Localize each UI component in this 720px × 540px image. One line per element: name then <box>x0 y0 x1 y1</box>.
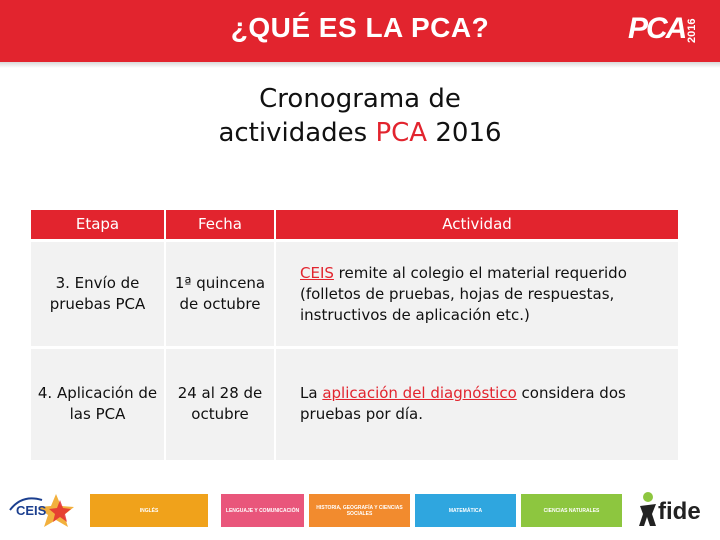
actividad-rest: considera dos pruebas por día. <box>300 384 626 423</box>
subject-tab-ciencias: CIENCIAS NATURALES <box>521 494 622 527</box>
etapa-text: 3. Envío de pruebas PCA <box>49 274 146 313</box>
fecha-text: 24 al 28 de octubre <box>177 384 263 423</box>
pca-logo-text: PCA <box>628 12 686 45</box>
header-shadow <box>0 62 720 68</box>
pca-logo-year: 2016 <box>686 18 698 44</box>
subtitle-line-2 <box>160 116 560 150</box>
table-row-1-actividad <box>276 242 678 346</box>
page-title: ¿QUÉ ES LA PCA? <box>230 12 490 43</box>
fide-logo-text: fide <box>658 498 701 525</box>
fecha-text: 1ª quincena de octubre <box>174 274 266 313</box>
table-row-2-actividad <box>276 349 678 460</box>
ceis-logo-text: CEIS <box>16 503 47 518</box>
subtitle-line-1: Cronograma de <box>259 84 461 114</box>
subtitle-prefix: actividades <box>218 118 376 148</box>
subject-tab-lenguaje: LENGUAJE Y COMUNICACIÓN <box>221 494 304 527</box>
slide-subtitle <box>160 82 560 150</box>
column-header-actividad: Actividad <box>276 210 678 239</box>
subtitle-accent: PCA <box>375 118 428 148</box>
subtitle-suffix: 2016 <box>427 118 502 148</box>
table-row-2-fecha <box>166 349 274 460</box>
table-row-1-etapa <box>31 242 164 346</box>
actividad-text <box>300 263 660 326</box>
table-row-1-fecha <box>166 242 274 346</box>
table-row-2-etapa <box>31 349 164 460</box>
column-header-fecha: Fecha <box>166 210 274 239</box>
actividad-rest: remite al colegio el material requerido (folletos de pruebas, hojas de respuestas, instructivos de aplicación etc.) <box>300 263 627 324</box>
subject-tab-historia: HISTORIA, GEOGRAFÍA Y CIENCIAS SOCIALES <box>309 494 410 527</box>
column-header-etapa: Etapa <box>31 210 164 239</box>
actividad-text <box>300 383 660 425</box>
pca-logo <box>628 8 704 54</box>
actividad-pre: La <box>300 384 323 402</box>
etapa-text: 4. Aplicación de las PCA <box>37 384 158 423</box>
ceis-highlight: CEIS <box>300 263 334 282</box>
fide-figure-icon <box>636 490 660 530</box>
subject-tab-matematica: MATEMÁTICA <box>415 494 516 527</box>
diagnostico-highlight: aplicación del diagnóstico <box>322 384 517 402</box>
subject-tab-ingles: INGLÉS <box>90 494 208 527</box>
header-bar <box>0 0 720 62</box>
